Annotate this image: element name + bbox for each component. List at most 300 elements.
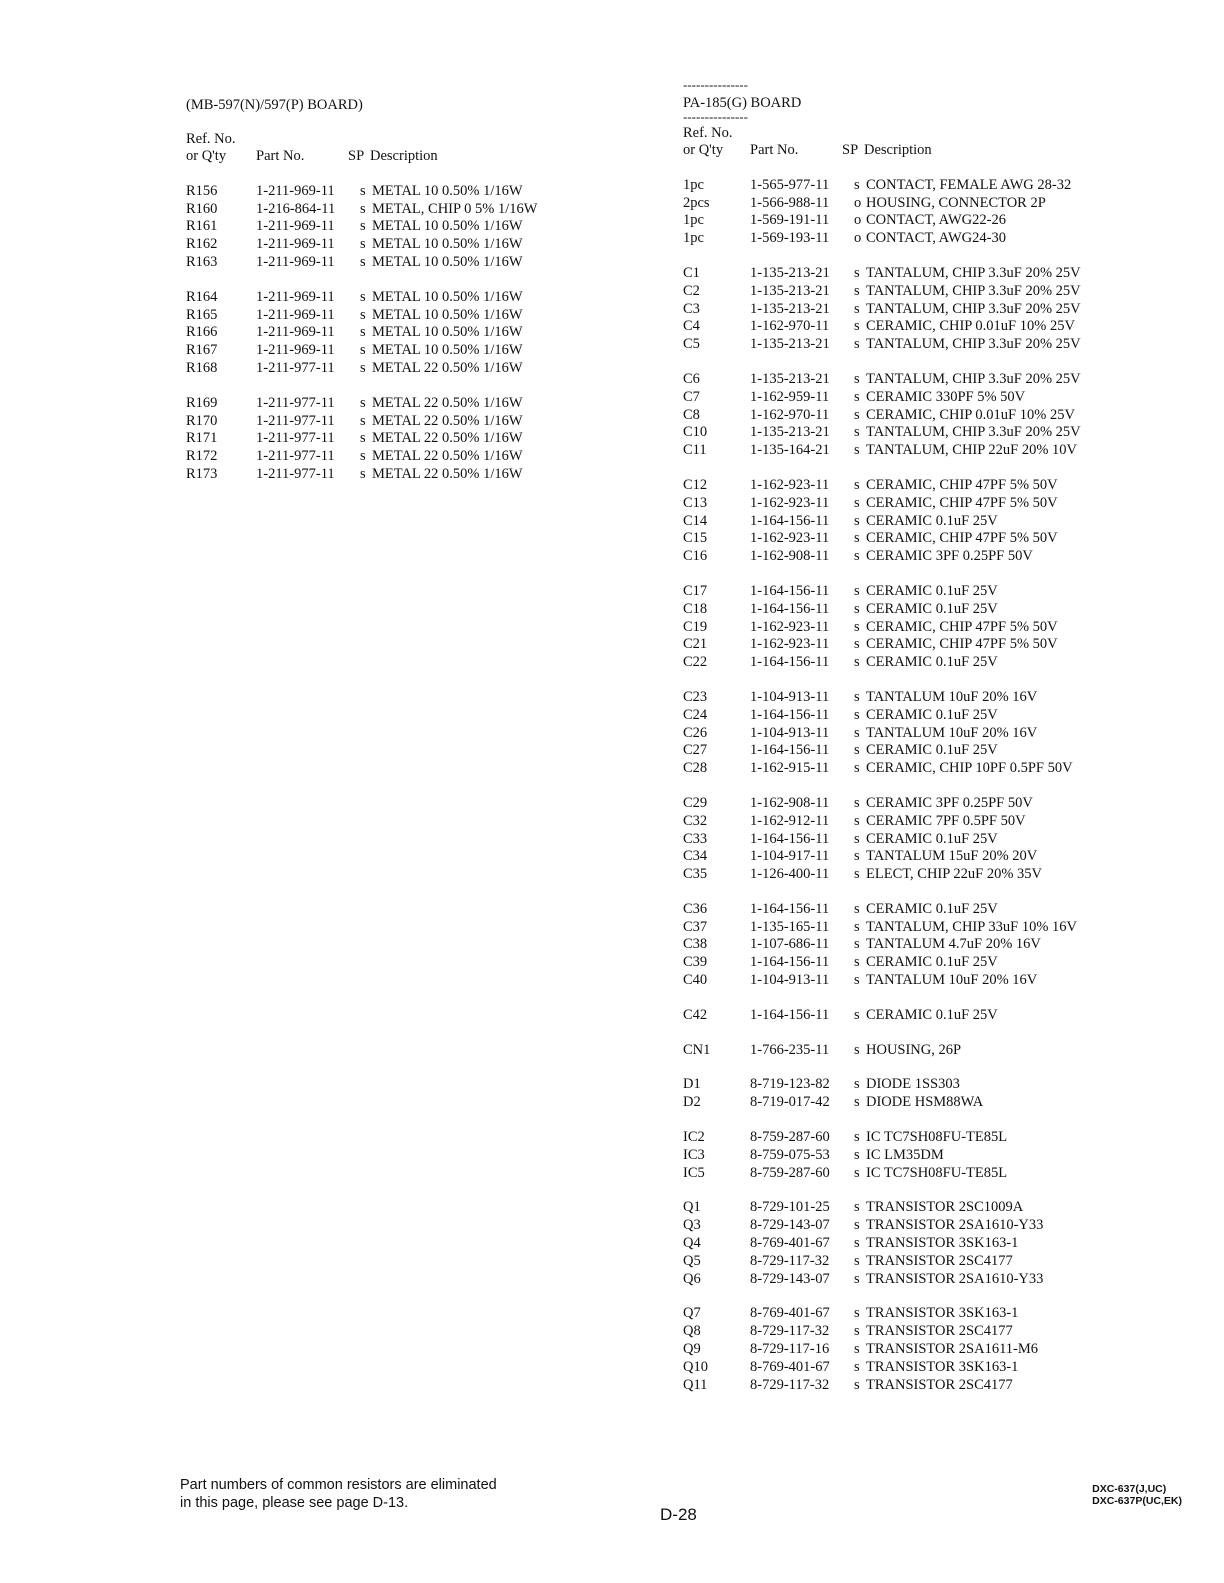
part-description: CERAMIC 3PF 0.25PF 50V (866, 794, 1033, 811)
parts-group (186, 289, 626, 378)
parts-group (683, 583, 1203, 672)
part-row (683, 954, 1203, 972)
part-description: CERAMIC 0.1uF 25V (866, 706, 998, 723)
part-no: 1-104-917-11 (750, 848, 830, 865)
part-description: IC LM35DM (866, 1146, 944, 1163)
part-no: 1-162-923-11 (750, 494, 830, 511)
sp-code: o (854, 230, 862, 247)
parts-group (683, 177, 1203, 248)
title-rule-bottom: --------------- (683, 109, 748, 124)
part-no: 1-211-977-11 (256, 359, 335, 376)
ref-no: C22 (683, 654, 708, 671)
part-no: 1-211-969-11 (256, 342, 335, 359)
part-no: 8-759-075-53 (750, 1146, 830, 1163)
sp-code: s (360, 218, 366, 235)
ref-no: D1 (683, 1076, 701, 1093)
ref-no: Q9 (683, 1341, 701, 1358)
sp-code: s (854, 600, 860, 617)
part-no: 1-104-913-11 (750, 688, 830, 705)
sp-code: s (854, 848, 860, 865)
sp-code: s (854, 442, 860, 459)
part-row (683, 1341, 1203, 1359)
part-no: 8-729-117-16 (750, 1341, 830, 1358)
ref-no: C21 (683, 636, 708, 653)
ref-no: C3 (683, 300, 700, 317)
sp-code: s (854, 548, 860, 565)
part-description: TRANSISTOR 2SA1610-Y33 (866, 1217, 1044, 1234)
part-row (683, 230, 1203, 248)
ref-no: C13 (683, 494, 708, 511)
part-description: CERAMIC 0.1uF 25V (866, 654, 998, 671)
part-row (683, 1199, 1203, 1217)
part-description: TANTALUM, CHIP 3.3uF 20% 25V (866, 424, 1081, 441)
parts-group (683, 371, 1203, 460)
part-row (186, 254, 626, 272)
part-row (683, 636, 1203, 654)
part-no: 8-759-287-60 (750, 1164, 830, 1181)
sp-code: s (854, 830, 860, 847)
part-no: 8-729-143-07 (750, 1217, 830, 1234)
ref-no: C1 (683, 264, 700, 281)
part-description: CERAMIC, CHIP 0.01uF 10% 25V (866, 318, 1075, 335)
part-description: DIODE 1SS303 (866, 1076, 960, 1093)
part-description: CERAMIC 0.1uF 25V (866, 954, 998, 971)
sp-code: s (854, 1076, 860, 1093)
part-row (683, 1253, 1203, 1271)
part-no: 1-162-908-11 (750, 794, 830, 811)
part-no: 1-211-969-11 (256, 324, 335, 341)
part-row (186, 307, 626, 325)
part-no: 8-729-117-32 (750, 1376, 830, 1393)
sp-code: s (854, 742, 860, 759)
part-row (186, 448, 626, 466)
part-no: 1-162-923-11 (750, 530, 830, 547)
model-line: DXC-637(J,UC) (1092, 1483, 1167, 1495)
part-row (683, 760, 1203, 778)
ref-no: C42 (683, 1006, 708, 1023)
part-description: CERAMIC 0.1uF 25V (866, 512, 998, 529)
part-row (683, 1147, 1203, 1165)
ref-no: C10 (683, 424, 708, 441)
part-description: TANTALUM, CHIP 3.3uF 20% 25V (866, 336, 1081, 353)
part-no: 1-162-923-11 (750, 636, 830, 653)
part-no: 8-769-401-67 (750, 1235, 830, 1252)
sp-code: s (854, 282, 860, 299)
part-description: CERAMIC 0.1uF 25V (866, 742, 998, 759)
sp-code: s (854, 582, 860, 599)
parts-group (683, 477, 1203, 566)
ref-no: C17 (683, 582, 708, 599)
sp-code: s (360, 200, 366, 217)
ref-no: Q4 (683, 1235, 701, 1252)
part-description: METAL 22 0.50% 1/16W (372, 448, 523, 465)
part-description: TANTALUM 10uF 20% 16V (866, 972, 1038, 989)
part-row (186, 218, 626, 236)
part-row (683, 707, 1203, 725)
part-no: 1-126-400-11 (750, 866, 830, 883)
parts-group (683, 265, 1203, 354)
part-description: METAL 22 0.50% 1/16W (372, 465, 523, 482)
sp-code: s (360, 448, 366, 465)
parts-group (683, 1007, 1203, 1025)
part-row (683, 795, 1203, 813)
part-row (683, 654, 1203, 672)
sp-label: SP (348, 148, 365, 164)
model-designation (1092, 1483, 1182, 1507)
sp-code: s (360, 342, 366, 359)
ref-no: C24 (683, 706, 708, 723)
sp-code: s (854, 370, 860, 387)
part-no: 1-162-912-11 (750, 812, 830, 829)
title-rule-top: --------------- (683, 77, 748, 92)
sp-code: s (854, 1199, 860, 1216)
part-no: 1-164-156-11 (750, 600, 830, 617)
sp-code: s (854, 1041, 860, 1058)
sp-code: s (854, 476, 860, 493)
ref-no: C11 (683, 442, 707, 459)
part-description: METAL, CHIP 0 5% 1/16W (372, 200, 538, 217)
part-description: CERAMIC 0.1uF 25V (866, 582, 998, 599)
sp-code: s (854, 1129, 860, 1146)
sp-code: s (854, 636, 860, 653)
ref-no: R163 (186, 253, 218, 270)
description-label: Description (864, 142, 932, 158)
ref-no: 1pc (683, 176, 704, 193)
part-description: TANTALUM 10uF 20% 16V (866, 724, 1038, 741)
sp-code: s (854, 494, 860, 511)
part-no: 1-211-969-11 (256, 288, 335, 305)
part-description: METAL 10 0.50% 1/16W (372, 182, 523, 199)
ref-no: IC2 (683, 1129, 705, 1146)
part-no: 1-569-193-11 (750, 230, 830, 247)
part-row (186, 324, 626, 342)
column-header-row (683, 142, 1203, 160)
ref-no: C2 (683, 282, 700, 299)
part-no: 1-135-213-21 (750, 370, 830, 387)
part-row (186, 201, 626, 219)
ref-no: C36 (683, 900, 708, 917)
ref-no-label: Ref. No. (683, 125, 733, 141)
ref-no: R170 (186, 412, 218, 429)
part-no: 1-164-156-11 (750, 742, 830, 759)
sp-label: SP (842, 142, 859, 158)
ref-no: C18 (683, 600, 708, 617)
part-row (683, 1305, 1203, 1323)
part-row (186, 289, 626, 307)
board-title: PA-185(G) BOARD (683, 95, 802, 111)
ref-no: C27 (683, 742, 708, 759)
part-description: DIODE HSM88WA (866, 1094, 984, 1111)
part-no: 1-135-213-21 (750, 264, 830, 281)
ref-no: C7 (683, 388, 700, 405)
sp-code: s (854, 1323, 860, 1340)
part-no: 1-211-969-11 (256, 236, 335, 253)
ref-no: R171 (186, 430, 218, 447)
description-label: Description (370, 148, 438, 164)
part-description: METAL 22 0.50% 1/16W (372, 359, 523, 376)
part-no: 1-211-977-11 (256, 412, 335, 429)
ref-no: 1pc (683, 212, 704, 229)
ref-no: CN1 (683, 1041, 711, 1058)
ref-no: D2 (683, 1094, 701, 1111)
part-description: CERAMIC 7PF 0.5PF 50V (866, 812, 1026, 829)
sp-code: s (360, 359, 366, 376)
part-no: 1-216-864-11 (256, 200, 336, 217)
ref-no: C33 (683, 830, 708, 847)
part-row (186, 183, 626, 201)
part-no: 1-135-213-21 (750, 424, 830, 441)
sp-code: o (854, 212, 862, 229)
part-description: METAL 10 0.50% 1/16W (372, 342, 523, 359)
sp-code: s (854, 972, 860, 989)
ref-no: C8 (683, 406, 700, 423)
sp-code: s (854, 724, 860, 741)
ref-no: Q5 (683, 1252, 701, 1269)
ref-no: C26 (683, 724, 708, 741)
part-description: HOUSING, 26P (866, 1041, 962, 1058)
sp-code: s (854, 530, 860, 547)
ref-no: C32 (683, 812, 708, 829)
ref-no: 1pc (683, 230, 704, 247)
part-row (683, 936, 1203, 954)
part-row (683, 265, 1203, 283)
footnote-line: Part numbers of common resistors are eliminated (180, 1477, 497, 1493)
part-description: METAL 10 0.50% 1/16W (372, 253, 523, 270)
part-description: CERAMIC, CHIP 47PF 5% 50V (866, 636, 1058, 653)
part-no: 1-164-156-11 (750, 1006, 830, 1023)
sp-code: s (360, 236, 366, 253)
sp-code: o (854, 194, 862, 211)
part-no: 1-162-923-11 (750, 476, 830, 493)
part-description: TANTALUM, CHIP 3.3uF 20% 25V (866, 300, 1081, 317)
ref-no: 2pcs (683, 194, 710, 211)
ref-no: Q10 (683, 1358, 708, 1375)
part-row (683, 901, 1203, 919)
sp-code: s (360, 182, 366, 199)
part-description: METAL 22 0.50% 1/16W (372, 394, 523, 411)
part-description: CERAMIC, CHIP 47PF 5% 50V (866, 530, 1058, 547)
sp-code: s (360, 306, 366, 323)
ref-no-label: Ref. No. (186, 131, 236, 147)
part-description: METAL 10 0.50% 1/16W (372, 236, 523, 253)
sp-code: s (360, 394, 366, 411)
parts-group (683, 1199, 1203, 1288)
part-no: 1-104-913-11 (750, 972, 830, 989)
part-description: TANTALUM, CHIP 3.3uF 20% 25V (866, 282, 1081, 299)
part-no: 1-566-988-11 (750, 194, 830, 211)
part-description: CERAMIC 0.1uF 25V (866, 830, 998, 847)
qty-label: or Q'ty (683, 142, 724, 158)
sp-code: s (854, 1146, 860, 1163)
part-no: 1-164-156-11 (750, 954, 830, 971)
part-description: METAL 22 0.50% 1/16W (372, 430, 523, 447)
ref-no: C38 (683, 936, 708, 953)
part-no: 1-135-165-11 (750, 918, 830, 935)
part-description: TRANSISTOR 3SK163-1 (866, 1358, 1019, 1375)
part-no: 8-769-401-67 (750, 1305, 830, 1322)
part-no: 1-135-164-21 (750, 442, 830, 459)
part-row (683, 1377, 1203, 1395)
sp-code: s (854, 424, 860, 441)
part-row (683, 725, 1203, 743)
sp-code: s (854, 336, 860, 353)
ref-no: Q1 (683, 1199, 701, 1216)
part-no: 1-164-156-11 (750, 582, 830, 599)
part-row (683, 601, 1203, 619)
part-no: 1-766-235-11 (750, 1041, 830, 1058)
ref-no: C4 (683, 318, 700, 335)
part-row (683, 1217, 1203, 1235)
part-no: 1-164-156-11 (750, 900, 830, 917)
part-description: CERAMIC 0.1uF 25V (866, 900, 998, 917)
part-row (683, 1094, 1203, 1112)
sp-code: s (854, 1006, 860, 1023)
part-row (683, 318, 1203, 336)
part-no: 1-164-156-11 (750, 512, 830, 529)
part-no: 1-135-213-21 (750, 282, 830, 299)
sp-code: s (360, 465, 366, 482)
part-row (683, 1323, 1203, 1341)
part-description: TRANSISTOR 2SC4177 (866, 1252, 1013, 1269)
part-description: METAL 10 0.50% 1/16W (372, 218, 523, 235)
part-row (186, 360, 626, 378)
part-no: 8-769-401-67 (750, 1358, 830, 1375)
ref-no: R168 (186, 359, 218, 376)
ref-no: C15 (683, 530, 708, 547)
part-description: ELECT, CHIP 22uF 20% 35V (866, 866, 1043, 883)
qty-label: or Q'ty (186, 148, 227, 164)
ref-no: C19 (683, 618, 708, 635)
part-description: TRANSISTOR 2SC4177 (866, 1376, 1013, 1393)
sp-code: s (854, 688, 860, 705)
part-row (683, 301, 1203, 319)
sp-code: s (854, 918, 860, 935)
part-row (683, 919, 1203, 937)
ref-no: C5 (683, 336, 700, 353)
part-description: TRANSISTOR 2SA1611-M6 (866, 1341, 1039, 1358)
column-header-row (186, 148, 626, 166)
ref-no: IC3 (683, 1146, 705, 1163)
sp-code: s (854, 812, 860, 829)
ref-no: R166 (186, 324, 218, 341)
part-row (683, 442, 1203, 460)
part-row (683, 389, 1203, 407)
part-description: IC TC7SH08FU-TE85L (866, 1129, 1008, 1146)
ref-no: Q6 (683, 1270, 701, 1287)
part-description: CONTACT, AWG24-30 (866, 230, 1006, 247)
ref-no: R160 (186, 200, 218, 217)
sp-code: s (360, 430, 366, 447)
part-no: 1-135-213-21 (750, 300, 830, 317)
part-row (683, 1359, 1203, 1377)
ref-no: R165 (186, 306, 218, 323)
parts-group (683, 1042, 1203, 1060)
ref-no: R156 (186, 182, 218, 199)
part-description: CERAMIC, CHIP 0.01uF 10% 25V (866, 406, 1075, 423)
part-no: 1-104-913-11 (750, 724, 830, 741)
sp-code: s (854, 900, 860, 917)
part-no: 8-759-287-60 (750, 1129, 830, 1146)
part-row (186, 430, 626, 448)
parts-group (683, 1076, 1203, 1112)
sp-code: s (854, 954, 860, 971)
part-description: TANTALUM, CHIP 3.3uF 20% 25V (866, 370, 1081, 387)
part-no: 1-164-156-11 (750, 706, 830, 723)
sp-code: s (360, 288, 366, 305)
sp-code: s (854, 654, 860, 671)
part-no: 1-164-156-11 (750, 830, 830, 847)
part-no: 1-162-970-11 (750, 406, 830, 423)
part-row (186, 466, 626, 484)
part-no: 1-211-977-11 (256, 465, 335, 482)
part-description: TRANSISTOR 2SC4177 (866, 1323, 1013, 1340)
part-row (683, 283, 1203, 301)
part-row (683, 742, 1203, 760)
footnote (180, 1476, 600, 1512)
ref-no: IC5 (683, 1164, 705, 1181)
footnote-line: in this page, please see page D-13. (180, 1495, 409, 1511)
part-description: CERAMIC, CHIP 47PF 5% 50V (866, 618, 1058, 635)
part-row (683, 1271, 1203, 1289)
part-description: TRANSISTOR 3SK163-1 (866, 1305, 1019, 1322)
sp-code: s (854, 706, 860, 723)
sp-code: s (360, 253, 366, 270)
ref-no: C12 (683, 476, 708, 493)
part-row (683, 477, 1203, 495)
sp-code: s (854, 300, 860, 317)
part-no: 1-211-969-11 (256, 218, 335, 235)
ref-no: C40 (683, 972, 708, 989)
part-row (683, 813, 1203, 831)
part-row (186, 395, 626, 413)
part-row (683, 336, 1203, 354)
part-description: TANTALUM, CHIP 22uF 20% 10V (866, 442, 1078, 459)
part-description: CONTACT, FEMALE AWG 28-32 (866, 176, 1072, 193)
ref-no: R162 (186, 236, 218, 253)
ref-no: Q8 (683, 1323, 701, 1340)
ref-no: Q11 (683, 1376, 708, 1393)
part-row (186, 413, 626, 431)
part-row (683, 1129, 1203, 1147)
sp-code: s (854, 1341, 860, 1358)
ref-no: Q3 (683, 1217, 701, 1234)
part-row (683, 866, 1203, 884)
sp-code: s (854, 760, 860, 777)
sp-code: s (854, 1217, 860, 1234)
part-description: TRANSISTOR 2SA1610-Y33 (866, 1270, 1044, 1287)
part-no: 1-162-970-11 (750, 318, 830, 335)
part-no: 1-135-213-21 (750, 336, 830, 353)
part-description: HOUSING, CONNECTOR 2P (866, 194, 1046, 211)
parts-group (186, 395, 626, 484)
sp-code: s (854, 794, 860, 811)
ref-no: C37 (683, 918, 708, 935)
part-no: 1-565-977-11 (750, 176, 830, 193)
part-row (683, 1235, 1203, 1253)
part-description: IC TC7SH08FU-TE85L (866, 1164, 1008, 1181)
part-row (683, 407, 1203, 425)
ref-no: R164 (186, 288, 218, 305)
ref-no: C28 (683, 760, 708, 777)
part-no: 8-729-101-25 (750, 1199, 830, 1216)
sp-code: s (854, 866, 860, 883)
parts-group (683, 689, 1203, 778)
part-description: CERAMIC 0.1uF 25V (866, 600, 998, 617)
part-description: TANTALUM 15uF 20% 20V (866, 848, 1038, 865)
sp-code: s (854, 618, 860, 635)
part-description: METAL 10 0.50% 1/16W (372, 306, 523, 323)
right-parts-column (683, 77, 1203, 1394)
